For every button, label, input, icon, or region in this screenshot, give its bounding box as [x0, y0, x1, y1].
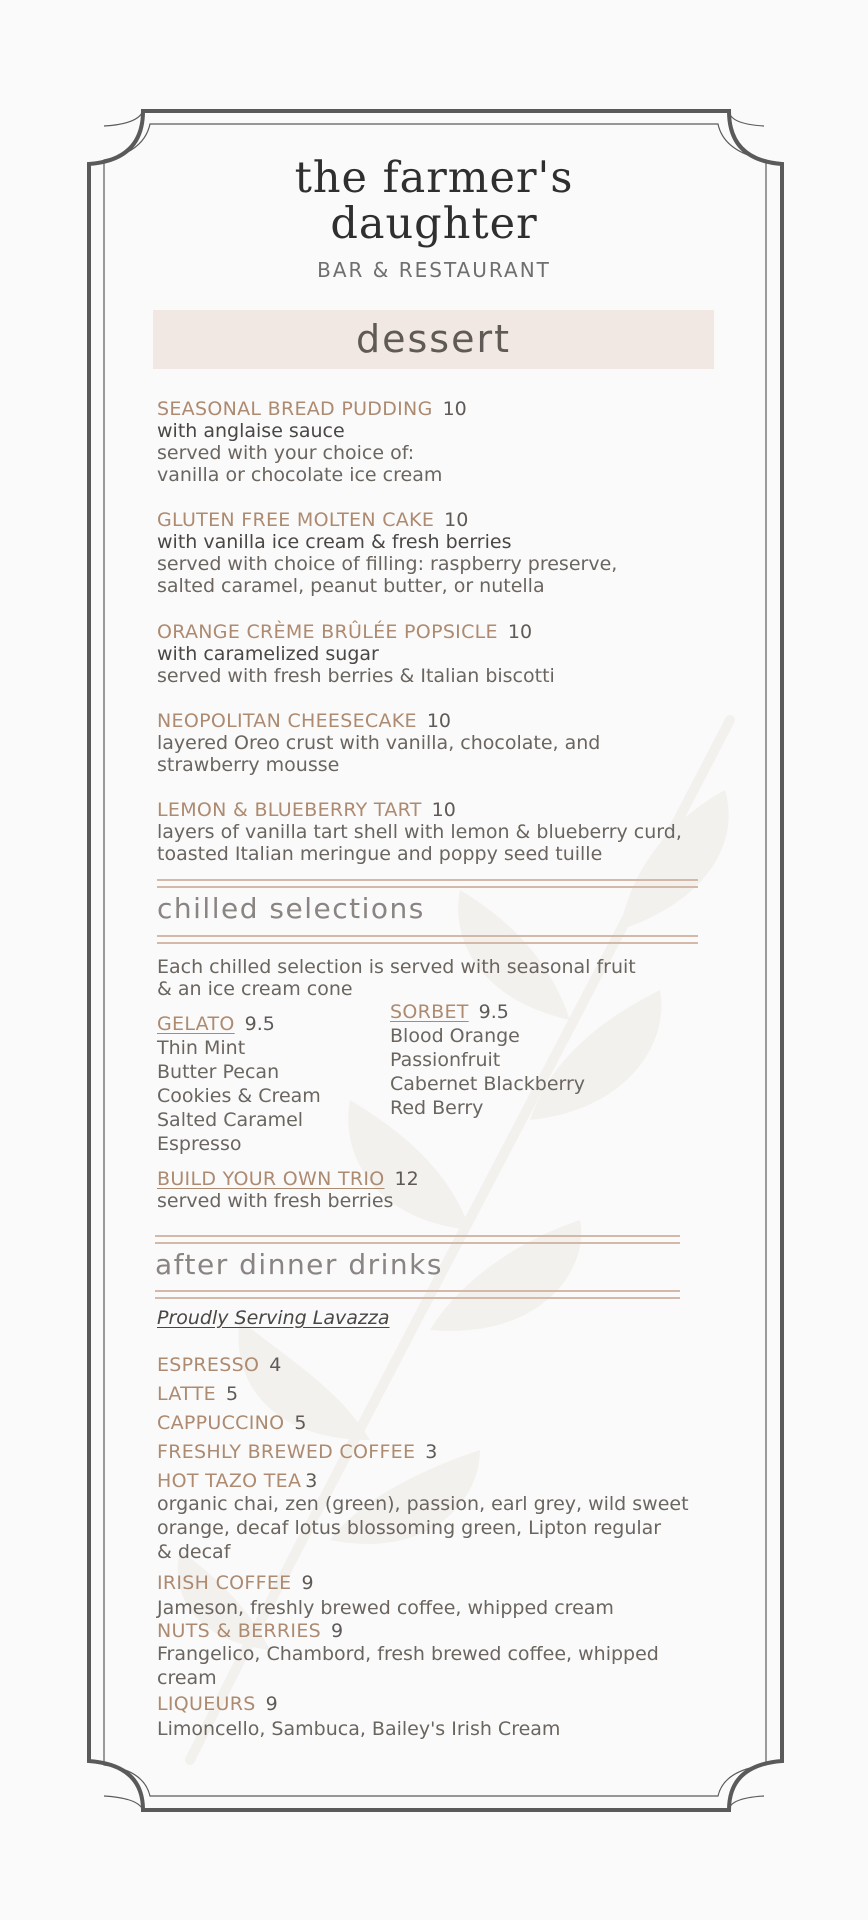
dessert-heading-band — [153, 310, 714, 369]
gelato-flavor: Thin Mint — [157, 1037, 246, 1059]
trio-name: BUILD YOUR OWN TRIO — [157, 1168, 385, 1190]
item-price: 10 — [431, 799, 456, 821]
drink-name: FRESHLY BREWED COFFEE — [157, 1441, 416, 1463]
drink-desc: organic chai, zen (green), passion, earl grey, wild sweet — [157, 1493, 689, 1515]
chilled-intro-line: Each chilled selection is served with seasonal fruit — [157, 956, 636, 978]
item-price: 10 — [507, 621, 533, 643]
gelato-flavor: Salted Caramel — [157, 1109, 304, 1131]
item-price: 10 — [426, 710, 451, 732]
item-desc: strawberry mousse — [157, 754, 340, 776]
sorbet-flavor: Blood Orange — [390, 1025, 520, 1047]
item-desc: served with fresh berries & Italian biscotti — [157, 665, 555, 687]
item-desc: vanilla or chocolate ice cream — [157, 464, 443, 486]
drink-name: ESPRESSO — [157, 1354, 260, 1376]
restaurant-subtitle: BAR & RESTAURANT — [317, 258, 551, 282]
drink-price: 9 — [301, 1572, 314, 1594]
drink-desc: cream — [157, 1667, 217, 1689]
section-divider — [157, 879, 698, 888]
drink-item — [157, 1383, 238, 1405]
chilled-intro — [157, 956, 636, 1000]
drink-name: CAPPUCCINO — [157, 1412, 285, 1434]
drink-item — [157, 1691, 560, 1741]
drink-desc: & decaf — [157, 1541, 231, 1563]
item-name: ORANGE CRÈME BRÛLÉE POPSICLE — [157, 621, 498, 643]
section-divider — [155, 1290, 680, 1299]
item-subtitle: with anglaise sauce — [157, 420, 345, 442]
gelato-flavor: Butter Pecan — [157, 1061, 280, 1083]
section-divider — [155, 1235, 680, 1244]
item-subtitle: with vanilla ice cream & fresh berries — [157, 531, 512, 553]
drink-price: 3 — [425, 1441, 438, 1463]
section-divider — [157, 935, 698, 944]
sorbet-name: SORBET — [390, 1001, 469, 1023]
gelato-list — [157, 1012, 321, 1156]
gelato-flavor: Cookies & Cream — [157, 1085, 321, 1107]
item-desc: salted caramel, peanut butter, or nutella — [157, 575, 545, 597]
drink-name: HOT TAZO TEA — [157, 1470, 302, 1492]
drink-price: 4 — [269, 1354, 282, 1376]
sorbet-flavor: Passionfruit — [390, 1049, 501, 1071]
drink-item — [157, 1570, 614, 1620]
trio-price: 12 — [394, 1168, 419, 1190]
chilled-intro-line: & an ice cream cone — [157, 978, 353, 1000]
sorbet-flavor: Cabernet Blackberry — [390, 1073, 586, 1095]
item-price: 10 — [442, 398, 467, 420]
drinks-tagline-row — [157, 1307, 390, 1329]
drink-name: IRISH COFFEE — [157, 1572, 292, 1594]
gelato-name: GELATO — [157, 1013, 235, 1035]
item-desc: served with your choice of: — [157, 442, 415, 464]
drink-item — [157, 1412, 306, 1434]
drink-item — [157, 1470, 689, 1564]
item-price: 10 — [444, 509, 469, 531]
gelato-price: 9.5 — [244, 1013, 275, 1035]
item-desc: served with choice of filling: raspberry preserve, — [157, 553, 618, 575]
trio-item — [157, 1168, 419, 1212]
drink-item — [157, 1441, 437, 1463]
drink-name: LIQUEURS — [157, 1693, 256, 1715]
drink-price: 5 — [294, 1412, 307, 1434]
dessert-item — [157, 509, 617, 597]
item-subtitle: with caramelized sugar — [157, 643, 379, 665]
drink-name: LATTE — [157, 1383, 216, 1405]
item-desc: layers of vanilla tart shell with lemon & blueberry curd, — [157, 821, 682, 843]
restaurant-name-line1: the farmer's — [294, 153, 574, 203]
drink-price: 5 — [225, 1383, 239, 1405]
drink-name: NUTS & BERRIES — [157, 1620, 321, 1642]
item-name: NEOPOLITAN CHEESECAKE — [157, 710, 417, 732]
drink-price: 9 — [331, 1620, 344, 1642]
dessert-heading: dessert — [356, 317, 511, 361]
dessert-item — [157, 398, 467, 486]
drinks-heading: after dinner drinks — [155, 1248, 443, 1281]
trio-desc: served with fresh berries — [157, 1190, 394, 1212]
sorbet-flavor: Red Berry — [390, 1097, 484, 1119]
sorbet-list — [390, 1000, 585, 1120]
drink-desc: Frangelico, Chambord, fresh brewed coffee, whipped — [157, 1643, 659, 1665]
dessert-item — [157, 799, 682, 865]
drink-price: 9 — [265, 1693, 278, 1715]
drink-desc: orange, decaf lotus blossoming green, Lipton regular — [157, 1517, 662, 1539]
item-name: LEMON & BLUEBERRY TART — [157, 799, 422, 821]
item-name: GLUTEN FREE MOLTEN CAKE — [157, 509, 435, 531]
drink-price: 3 — [305, 1470, 318, 1492]
drink-item — [157, 1620, 659, 1690]
item-desc: layered Oreo crust with vanilla, chocolate, and — [157, 732, 601, 754]
drink-desc: Jameson, freshly brewed coffee, whipped cream — [157, 1597, 614, 1619]
drinks-tagline: Proudly Serving Lavazza — [157, 1307, 390, 1329]
drink-desc: Limoncello, Sambuca, Bailey's Irish Cream — [157, 1718, 561, 1740]
item-desc: toasted Italian meringue and poppy seed tuille — [157, 843, 603, 865]
dessert-item — [157, 710, 600, 776]
item-name: SEASONAL BREAD PUDDING — [157, 398, 433, 420]
gelato-flavor: Espresso — [157, 1133, 242, 1155]
dessert-item — [157, 621, 555, 687]
chilled-heading: chilled selections — [157, 892, 425, 925]
drink-item — [157, 1354, 281, 1376]
sorbet-price: 9.5 — [478, 1001, 509, 1023]
restaurant-name-line2: daughter — [330, 199, 538, 249]
